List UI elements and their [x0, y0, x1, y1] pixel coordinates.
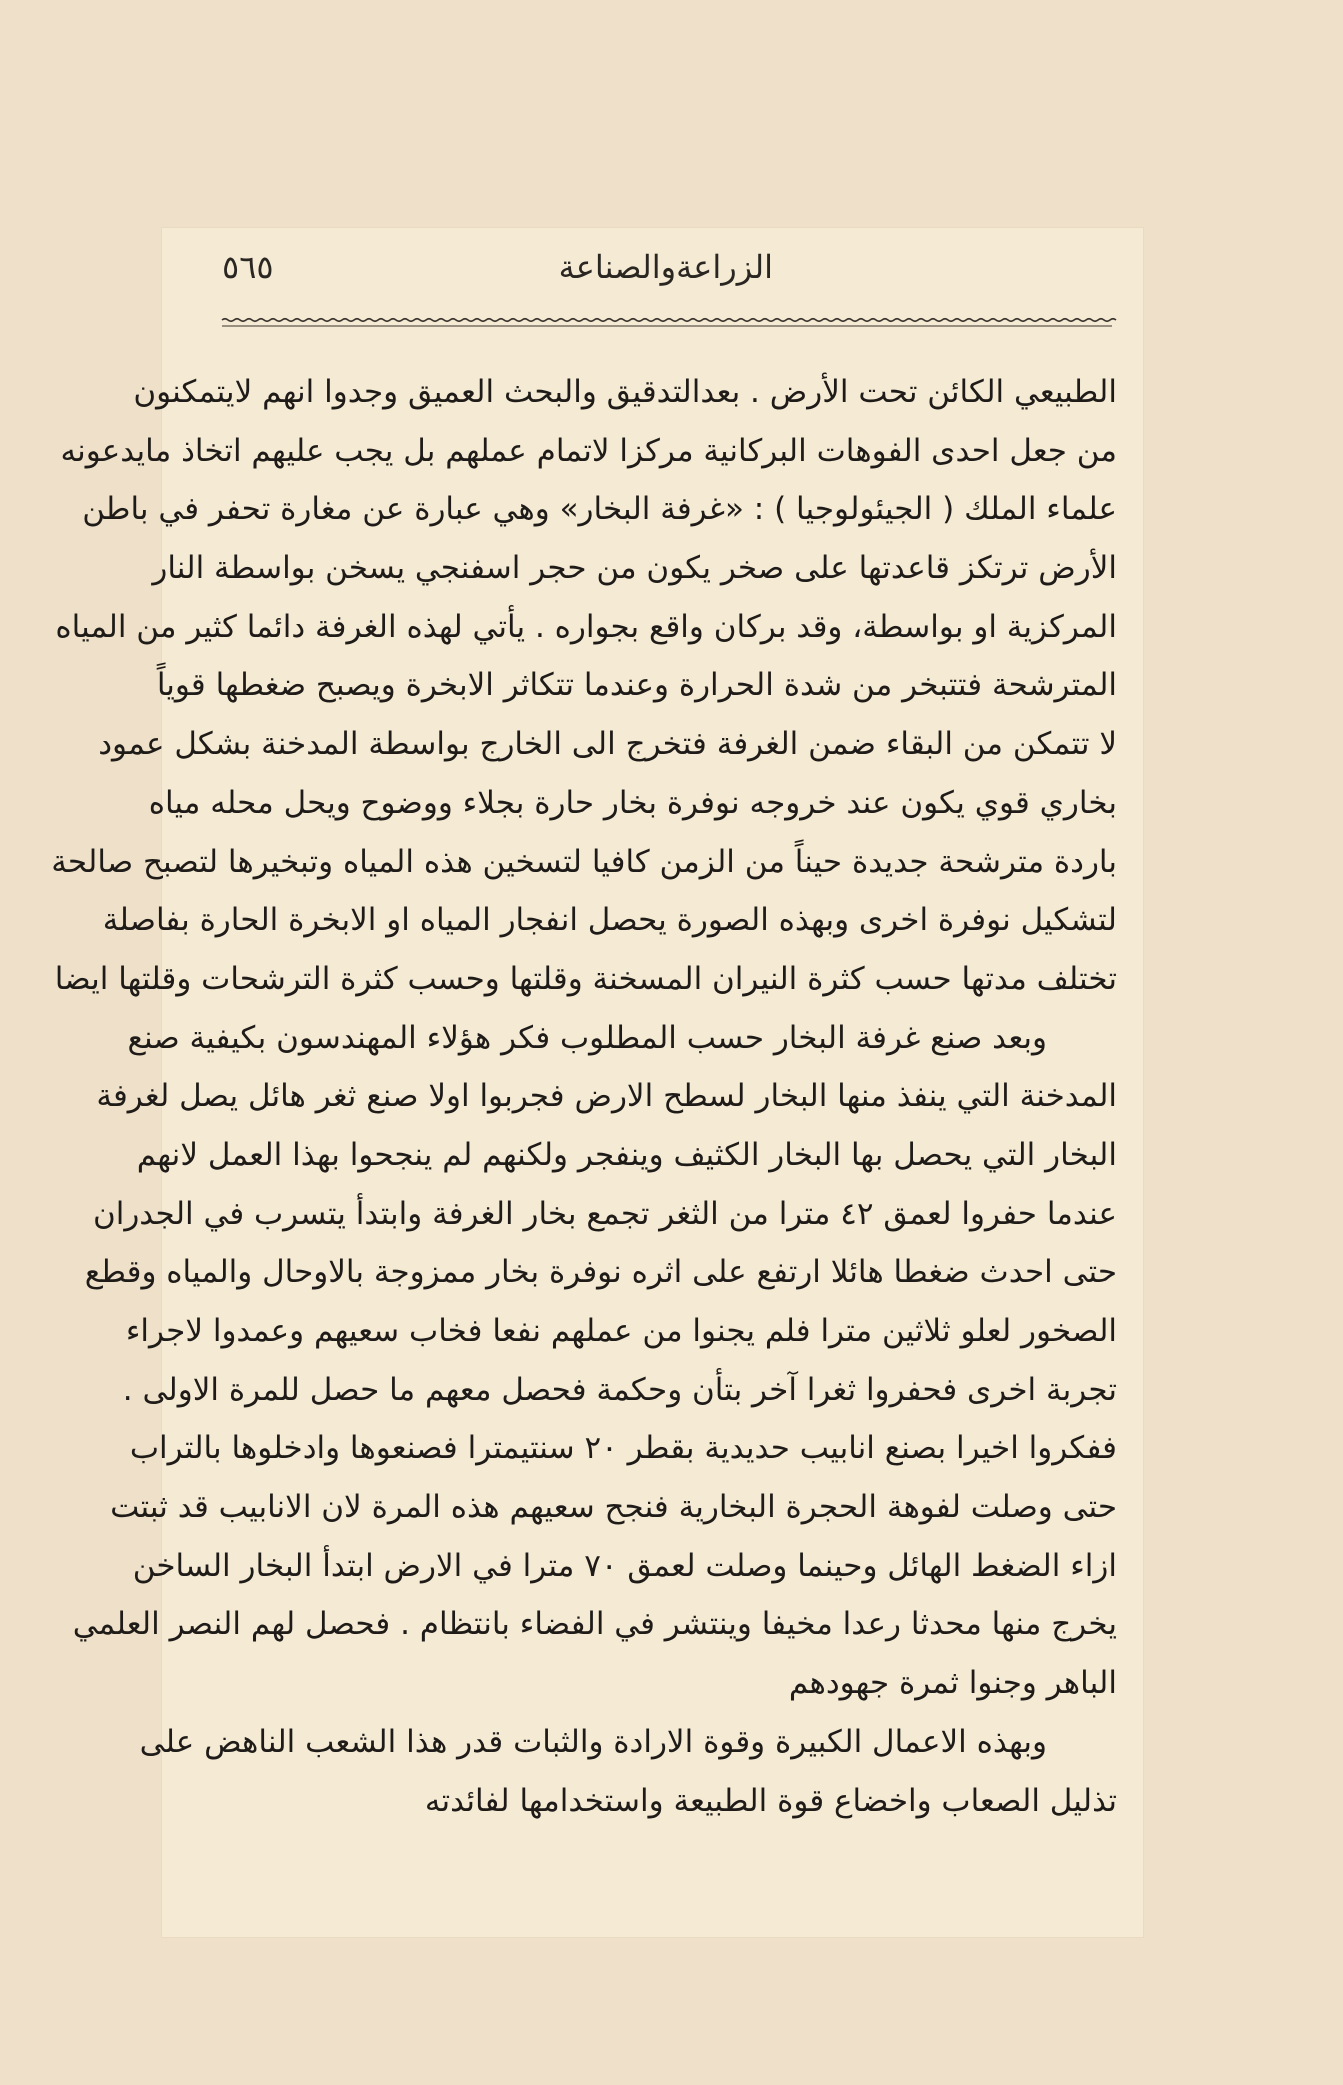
- text-line: علماء الملك ( الجيئولوجيا ) : «غرفة البخار» وهي عبارة عن مغارة تحفر في باطن: [82, 491, 1117, 528]
- text-line: المدخنة التي ينفذ منها البخار لسطح الارض فجربوا اولا صنع ثغر هائل يصل لغرفة: [96, 1078, 1117, 1115]
- text-line: الطبيعي الكائن تحت الأرض . بعدالتدقيق والبحث العميق وجدوا انهم لايتمكنون: [133, 374, 1117, 410]
- text-line: تذليل الصعاب واخضاع قوة الطبيعة واستخدامها لفائدته: [424, 1782, 1117, 1819]
- page-header: [222, 244, 1113, 300]
- text-line: تجربة اخرى فحفروا ثغرا آخر بتأن وحكمة فحصل معهم ما حصل للمرة الاولى .: [122, 1371, 1117, 1408]
- text-line: يخرج منها محدثا رعدا مخيفا وينتشر في الفضاء بانتظام . فحصل لهم النصر العلمي: [72, 1606, 1117, 1643]
- text-line: لا تتمكن من البقاء ضمن الغرفة فتخرج الى الخارج بواسطة المدخنة بشكل عمود: [98, 726, 1117, 763]
- text-line: عندما حفروا لعمق ٤٢ مترا من الثغر تجمع بخار الغرفة وابتدأ يتسرب في الجدران: [92, 1195, 1117, 1232]
- text-line: حتى احدث ضغطا هائلا ارتفع على اثره نوفرة بخار ممزوجة بالاوحال والمياه وقطع: [84, 1254, 1117, 1291]
- text-line: من جعل احدى الفوهات البركانية مركزا لاتمام عملهم بل يجب عليهم اتخاذ مايدعونه: [60, 432, 1117, 469]
- text-line: لتشكيل نوفرة اخرى وبهذه الصورة يحصل انفجار المياه او الابخرة الحارة بفاصلة: [102, 902, 1117, 939]
- paragraph-3: [139, 1713, 1117, 1830]
- text-line: ازاء الضغط الهائل وحينما وصلت لعمق ٧٠ مترا في الارض ابتدأ البخار الساخن: [132, 1547, 1117, 1584]
- text-line: المركزية او بواسطة، وقد بركان واقع بجواره . يأتي لهذه الغرفة دائما كثير من المياه: [55, 608, 1117, 645]
- text-line: باردة مترشحة جديدة حيناً من الزمن كافيا لتسخين هذه المياه وتبخيرها لتصبح صالحة: [51, 843, 1117, 880]
- text-line: الصخور لعلو ثلاثين مترا فلم يجنوا من عملهم نفعا فخاب سعيهم وعمدوا لاجراء: [125, 1313, 1117, 1349]
- text-line: بخاري قوي يكون عند خروجه نوفرة بخار حارة بجلاء ووضوح ويحل محله مياه: [148, 784, 1117, 821]
- text-line: الأرض ترتكز قاعدتها على صخر يكون من حجر اسفنجي يسخن بواسطة النار: [152, 550, 1117, 587]
- text-line: المترشحة فتتبخر من شدة الحرارة وعندما تتكاثر الابخرة ويصبح ضغطها قوياً: [156, 667, 1117, 704]
- text-line: ففكروا اخيرا بصنع انابيب حديدية بقطر ٢٠ سنتيمترا فصنعوها وادخلوها بالتراب: [129, 1430, 1117, 1467]
- body-text: [51, 363, 1117, 1830]
- text-line: تختلف مدتها حسب كثرة النيران المسخنة وقلتها وحسب كثرة الترشحات وقلتها ايضا: [54, 960, 1117, 997]
- paragraph-2: [72, 1009, 1117, 1713]
- paragraph-1: [51, 363, 1117, 1009]
- page-number: ٥٦٥: [222, 248, 274, 286]
- text-line: البخار التي يحصل بها البخار الكثيف وينفجر ولكنهم لم ينجحوا بهذا العمل لانهم: [136, 1136, 1117, 1173]
- text-line: وبهذه الاعمال الكبيرة وقوة الارادة والثبات قدر هذا الشعب الناهض على: [139, 1723, 1047, 1760]
- text-line: وبعد صنع غرفة البخار حسب المطلوب فكر هؤلاء المهندسون بكيفية صنع: [127, 1019, 1047, 1056]
- running-title: الزراعةوالصناعة: [558, 248, 773, 286]
- wavy-divider-rule: [222, 314, 1112, 328]
- text-line: حتى وصلت لفوهة الحجرة البخارية فنجح سعيهم هذه المرة لان الانابيب قد ثبتت: [110, 1489, 1117, 1526]
- book-page: [51, 228, 1143, 1937]
- text-line: الباهر وجنوا ثمرة جهودهم: [788, 1665, 1117, 1702]
